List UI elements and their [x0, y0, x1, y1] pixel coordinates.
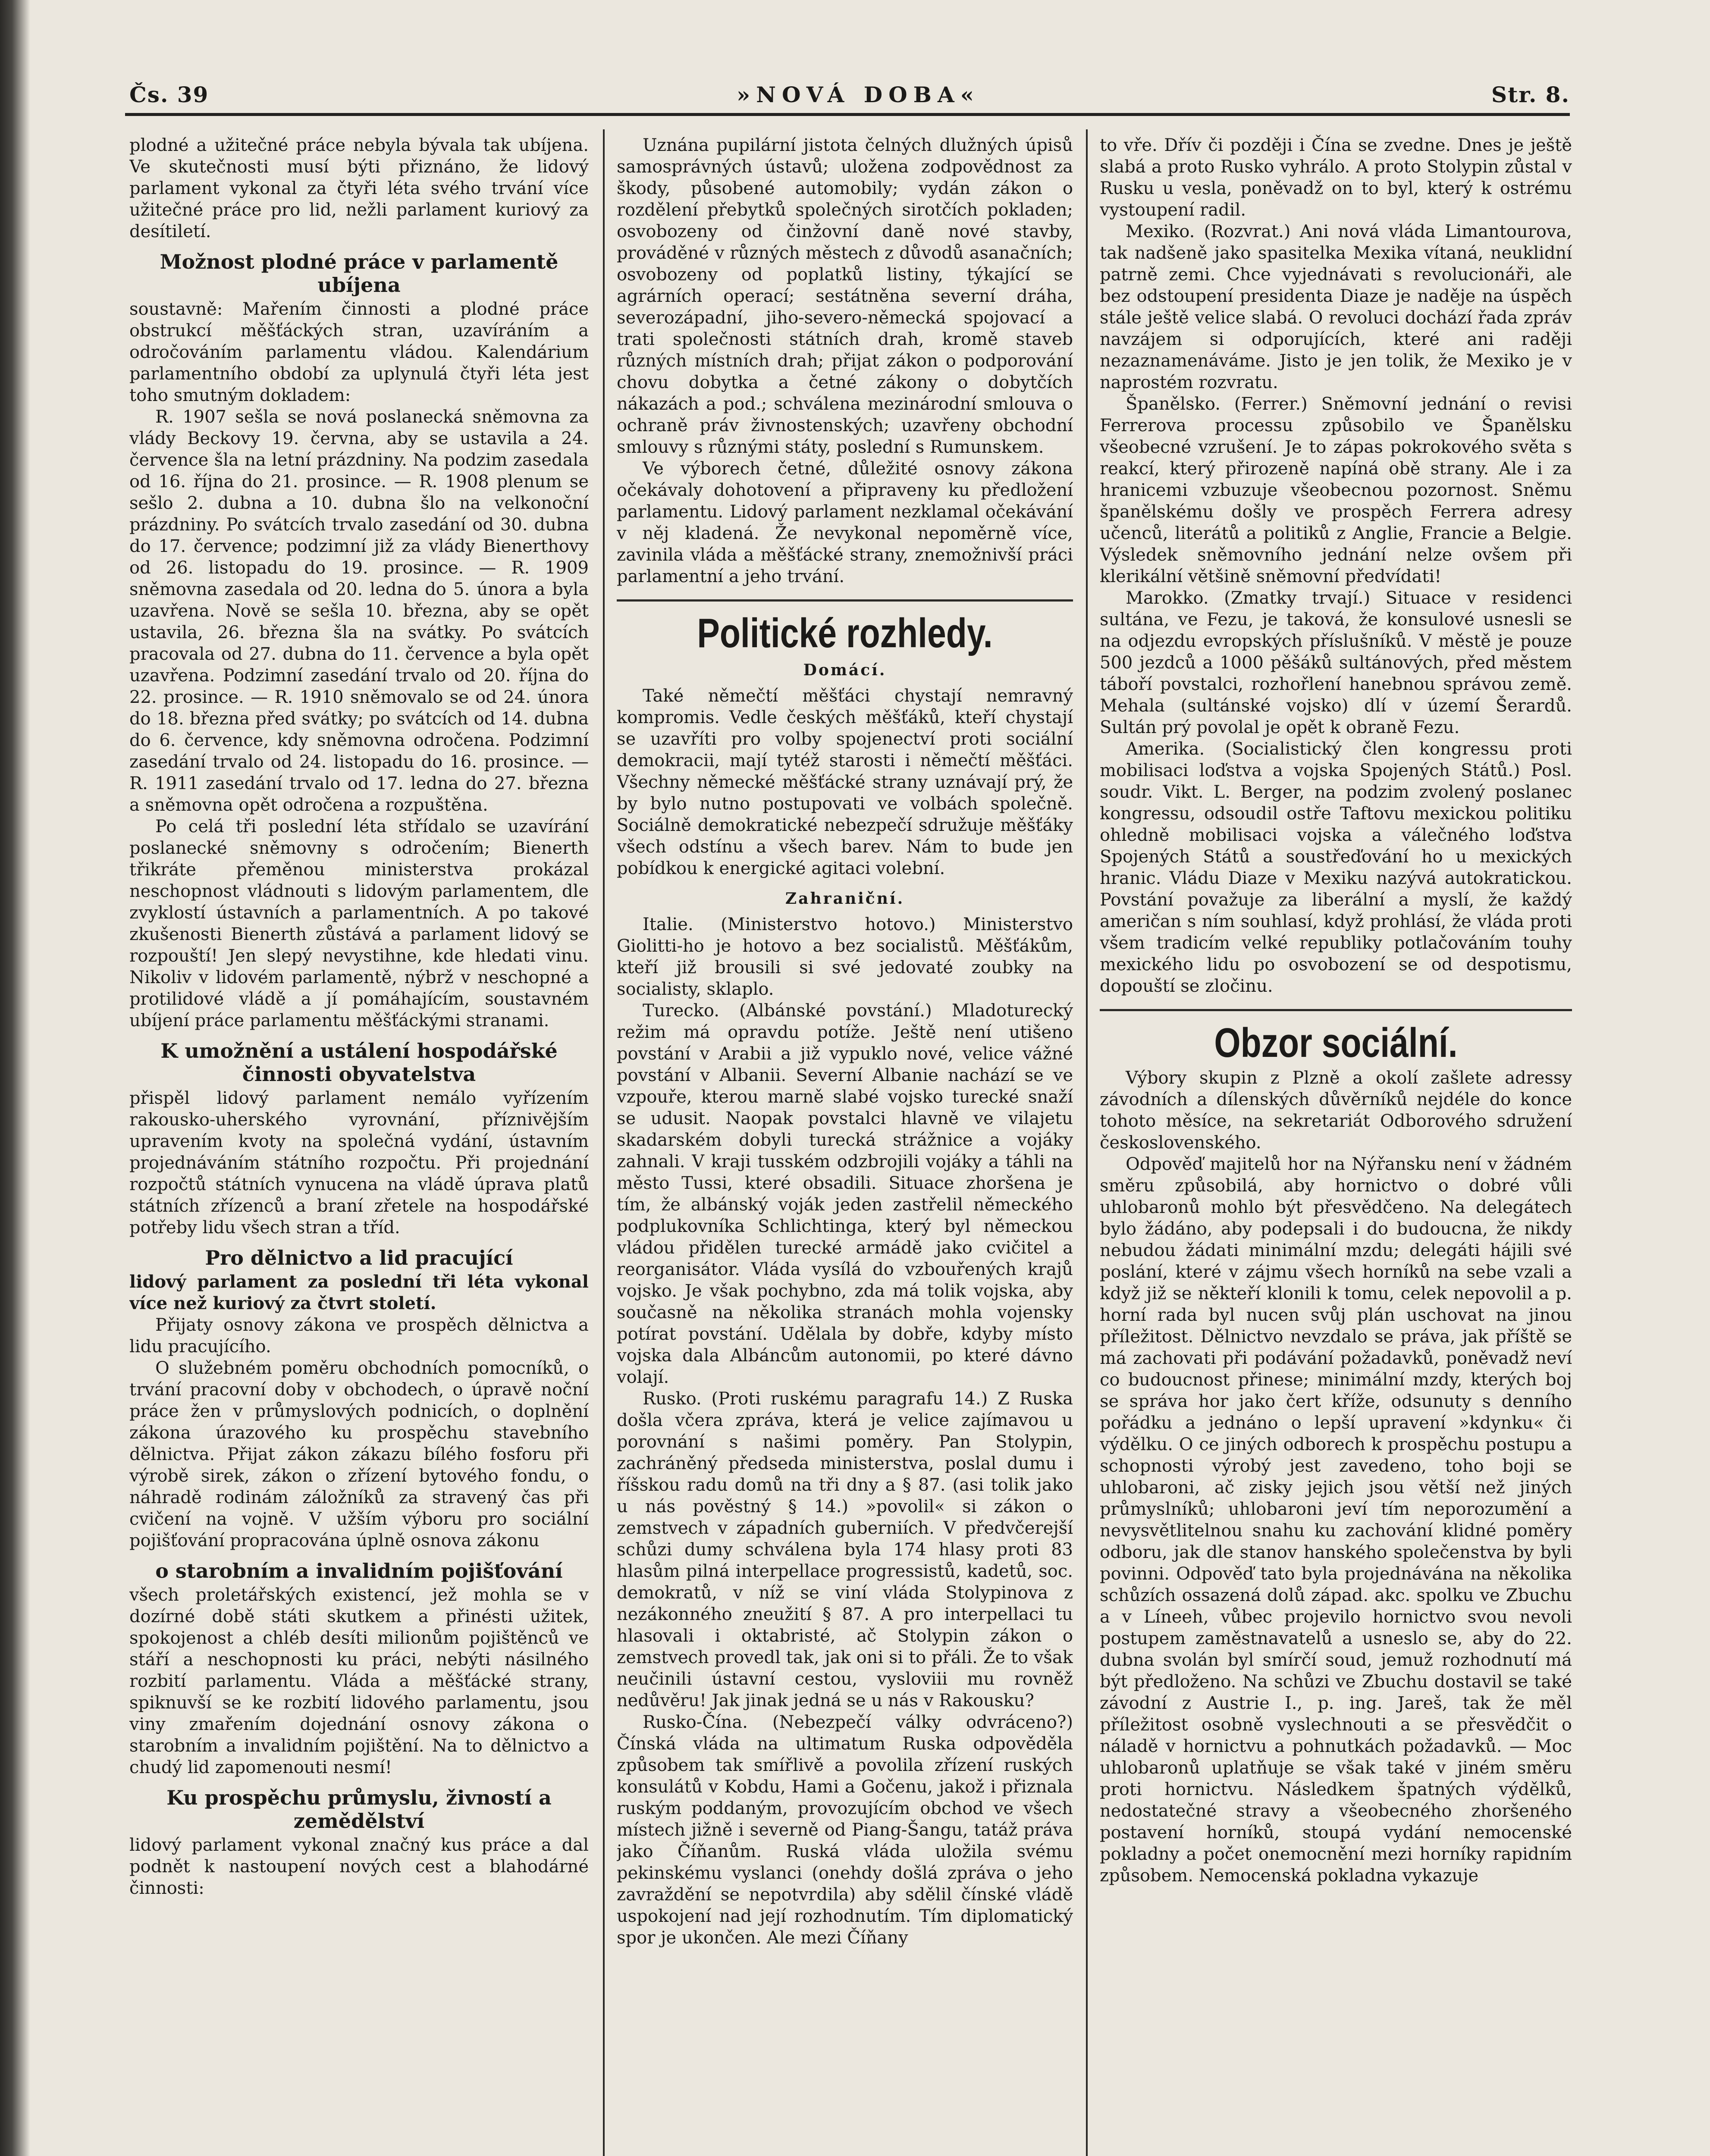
paragraph: Uznána pupilární jistota čelných dlužných úpisů samosprávných ústavů; uložena zodpovědnost za škody, působené automobily; vydán zákon o rozdělení přebytků společných sirotčích pokladen; osvobozeny od činžovní daně nové stavby, prováděné v různých městech z důvodů asanačních; osvobozeny od poplatků listiny, týkající se agrárních operací; sestátněna severní dráha, severozápadní, jiho-severo-německá spojovací a trati společnosti státních drah, kromě staveb různých místních drah; přijat zákon o podporování chovu dobytka a četné zákony o dobytčích nákazách a pod.; schválena mezinárodní smlouva o ochraně práv živnostenských; uzavřeny obchodní smlouvy s různými státy, poslední s Rumunskem.: [617, 135, 1073, 457]
header-rule: [125, 113, 1570, 116]
section-heading: Ku prospěchu průmyslu, živností a zemědělství: [166, 1786, 552, 1833]
section-rule: [617, 599, 1073, 602]
paragraph: Marokko. (Zmatky trvají.) Situace v residenci sultána, ve Fezu, je taková, že konsulové usnesli se na odjezdu evropských příslušníků. V městě je pouze 500 jezdců a 1000 pěšáků sultánových, před městem táboří povstalci, rozhořlení hanebnou správou země. Mehala (sultánské vojsko) dlí v území Šerardů. Sultán prý povolal je opět k obraně Fezu.: [1100, 588, 1572, 737]
paragraph: R. 1907 sešla se nová poslanecká sněmovna za vlády Beckovy 19. června, aby se ustavila a 24. července šla na letní prázdniny. Na podzim zasedala od 16. října do 21. prosince. — R. 1908 plenum se sešlo 2. dubna a 10. dubna šlo na velkonoční prázdniny. Po svátcích trvalo zasedání od 30. dubna do 17. července; podzimní již za vlády Bienerthovy od 26. listopadu do 19. prosince. — R. 1909 sněmovna zasedala od 20. ledna do 5. února a byla uzavřena. Nově se sešla 10. března, aby se opět ustavila, 26. března šla na svátky. Po svátcích pracovala od 27. dubna do 11. července a byla opět uzavřena. Podzimní zasedání trvalo od 20. října do 22. prosince. — R. 1910 sněmovalo se od 24. února do 18. března před svátky; po svátcích od 14. dubna do 6. července, kdy sněmovna odročena. Podzimní zasedání trvalo od 24. listopadu do 16. prosince. — R. 1911 zasedání trvalo od 17. ledna do 27. března a sněmovna opět odročena a rozpuštěna.: [129, 407, 589, 815]
section-title-political: Politické rozhledy.: [697, 610, 993, 656]
scan-edge-shadow: [0, 0, 30, 2156]
page-number: Str. 8.: [1491, 82, 1570, 107]
paragraph: Rusko-Čína. (Nebezpečí války odvráceno?) Čínská vláda na ultimatum Ruska odpověděla způsobem tak smířlivě a povolila zřízení ruských konsulátů v Kobdu, Hami a Gočenu, jakož i přiznala ruským poddaným, provozujícím obchod ve všech místech jižně i severně od Piang-Šangu, tatáž práva jako Číňanům. Ruská vláda uložila svému pekinskému vyslanci (onehdy došlá zpráva o jeho zavraždění se nepotvrdila) aby sdělil čínské vládě uspokojení nad její rozhodnutím. Tím diplomatický spor je ukončen. Ale mezi Číňany: [617, 1712, 1073, 1948]
paragraph: lidový parlament vykonal značný kus práce a dal podnět k nastoupení nových cest a blahodárné činnosti:: [129, 1835, 589, 1898]
section-rule: [1100, 1009, 1572, 1011]
paragraph-bold: lidový parlament za poslední tři léta vykonal více než kuriový za čtvrt století.: [129, 1272, 589, 1313]
paragraph: Ve výborech četné, důležité osnovy zákona očekávaly dohotovení a připraveny ku předložení parlamentu. Lidový parlament nezklamal očekávání v něj kladená. Že nevykonal nepoměrně více, zavinila vláda a měšťácké strany, znemožnivší práci parlamentní a jeho trvání.: [617, 459, 1073, 586]
issue-number: Čs. 39: [129, 82, 209, 107]
subsection-domestic: Domácí.: [803, 661, 887, 679]
paragraph: Italie. (Ministerstvo hotovo.) Ministerstvo Giolitti-ho je hotovo a bez socialistů. Měšťákům, kteří již brousili si své jedovaté zoubky na socialisty, sklaplo.: [617, 915, 1073, 999]
paragraph: Amerika. (Socialistický člen kongressu proti mobilisaci loďstva a vojska Spojených Států.) Posl. soudr. Vikt. L. Berger, na podzim zvolený poslanec kongressu, odsoudil ostře Taftovu mexickou politiku ohledně mobilisaci vojska a válečného loďstva Spojených Států a soustřeďování ho u mexických hranic. Vládu Diaze v Mexiku nazývá autokratickou. Povstání považuje za liberální a myslí, že každý američan s ním souhlasí, když prohlásí, že vláda proti všem tradicím velké republiky potlačováním touhy mexického lidu po osvobození se od despotismu, dopouští se zločinu.: [1100, 739, 1572, 996]
column-divider-2: [1086, 129, 1088, 2156]
paragraph: všech proletářských existencí, jež mohla se v dozírné době státi skutkem a přinésti užitek, spokojenost a chléb desíti milionům pojištěnců ve stáří a neschopnosti ku práci, nebýti násilného rozbití parlamentu. Vláda a měšťácké strany, spiknuvší se ke rozbití lidového parlamentu, jsou viny zmařením dojednání osnovy zákona o starobním a invalidním pojištění. Na to dělnictvo a chudý lid zapomenouti nesmí!: [129, 1585, 589, 1777]
section-heading: o starobním a invalidním pojišťování: [155, 1559, 563, 1583]
section-heading: Možnost plodné práce v parlamentě ubíjena: [160, 250, 558, 297]
column-3: [1100, 135, 1572, 2156]
subsection-foreign: Zahraniční.: [785, 890, 905, 908]
paragraph: to vře. Dřív či později i Čína se zvedne. Dnes je ještě slabá a proto Rusko vyhrálo. A proto Stolypin zůstal v Rusku u vesla, poněvadž on to byl, který k ostrému vystoupení radil.: [1100, 135, 1572, 220]
masthead-title: »NOVÁ DOBA«: [737, 82, 980, 107]
section-heading: Pro dělnictvo a lid pracující: [205, 1246, 513, 1269]
paragraph: Přijaty osnovy zákona ve prospěch dělnictva a lidu pracujícího.: [129, 1315, 589, 1357]
paragraph: O služebném poměru obchodních pomocníků, o trvání pracovní doby v obchodech, o úpravě noční práce žen v průmyslových podnicích, o doplnění zákona úrazového ku prospěchu stavebního dělnictva. Přijat zákon zákazu bílého fosforu při výrobě sirek, zákon o zřízení bytového fondu, o náhradě rodinám záložníků za stravený čas při cvičení na vojně. V užším výboru pro sociální pojišťování propracována úplně osnova zákonu: [129, 1358, 589, 1551]
column-1: [129, 135, 589, 2156]
paragraph: přispěl lidový parlament nemálo vyřízením rakousko-uherského vyrovnání, příznivějším upravením kvoty na společná vydání, ústavním projednáváním státního rozpočtu. Při projednání rozpočtů státních vynucena na vládě úprava platů státních zřízenců a braní zřetele na hospodářské potřeby lidu všech stran a tříd.: [129, 1088, 589, 1238]
paragraph: Turecko. (Albánské povstání.) Mladoturecký režim má opravdu potíže. Ještě není utišeno povstání v Arabii a již vypuklo nové, velice vážné povstání v Albanii. Severní Albanie nachází se ve vzpouře, kterou marně slabé vojsko turecké snaží se udusit. Naopak povstalci hlavně ve vilajetu skadarském dobyli turecká strážnice a vojáky zahnali. V kraji tusském odzbrojili vojáky a táhli na město Tussi, které obsadili. Situace zhoršena je tím, že albánský voják jeden zastřelil německého podplukovníka Schlichtinga, který byl německou vládou přidělen turecké armádě jako cvičitel a reorganisátor. Vláda vysílá do vzbouřených krajů vojsko. Je však pochybno, zda má tolik vojska, aby současně na několika stranách mohla vojensky potírat povstání. Udělala by dobře, kdyby místo vojska dala Albáncům autonomii, po které dávno volají.: [617, 1001, 1073, 1387]
paragraph: soustavně: Mařením činnosti a plodné práce obstrukcí měšťáckých stran, uzavíráním a odročováním parlamentu vládou. Kalendárium parlamentního období za uplynulá čtyři léta jest toho smutným dokladem:: [129, 299, 589, 405]
section-heading: K umožnění a ustálení hospodářské činnosti obyvatelstva: [160, 1039, 558, 1086]
column-2: [617, 135, 1073, 2156]
paragraph: Rusko. (Proti ruskému paragrafu 14.) Z Ruska došla včera zpráva, která je velice zajímavou u porovnání s našimi poměry. Pan Stolypin, zachráněný předseda ministerstva, poslal dumu i říšskou radu domů na tři dny a § 87. (asi tolik jako u nás pověstný § 14.) »povolil« si zákon o zemstvech v západních guberniích. V předvčerejší schůzi dumy schválena byla 174 hlasy proti 83 hlasům pilná interpellace progressistů, kadetů, soc. demokratů, v níž se viní vláda Stolypinova z nezákonného zneužití § 87. A pro interpellaci tu hlasovali i oktabristé, ač Stolypin zákon o zemstvech provedl tak, jak oni si to přáli. Že to však neučinili ústavní cestou, vysloviii mu rovněž nedůvěru! Jak jinak jedná se u nás v Rakousku?: [617, 1389, 1073, 1711]
paragraph: Odpověď majitelů hor na Nýřansku není v žádném směru způsobilá, aby hornictvo o dobré vůli uhlobaronů mohlo být přesvědčeno. Na delegátech bylo žádáno, aby podepsali i do budoucna, že nikdy nebudou žádati minimální mzdu; delegáti hájili své poslání, které v zájmu všech horníků na sebe vzali a když již se někteří klonili k tomu, celek nepovolil a p. horní rada byl nucen svůj plán uschovat na jinou příležitost. Dělnictvo nevzdalo se práva, jak příště se má zachovati při podávání požadavků, poněvadž neví co budoucnost přinese; minimální mzdy, kterých boj se správa hor jako čert kříže, odsunuty s denního pořádku a jednáno o lepší upravení »kdynku« či výdělku. O ce jiných odborech k prospěchu postupu a schopnosti výrobý jest zavedeno, toho boji se uhlobaroni, ač zisky jejich jsou větší než jiných průmyslníků; uhlobaroni jeví tím neporozumění a nevysvětlitelnou snahu ku zachování klidné poměry odboru, jak dle stanov hanského společenstva by byli povinni. Odpověď tato byla projednávána na několika schůzích ossazená dolů západ. akc. spolku ve Zbuchu a v Líneeh, vůbec projevilo hornictvo svou nevoli postupem zaměstnavatelů a usneslo se, aby do 22. dubna svolán byl smírčí soud, jemuž rozhodnutí má být předloženo. Na schůzi ve Zbuchu dostavil se také závodní z Austrie I., p. ing. Jareš, tak že měl příležitost osobně vyslechnouti a se přesvědčit o náladě v hornictvu a pohnutkách požadavků. — Moc uhlobaronů uplatňuje se však také v jiném směru proti hornictvu. Následkem špatných výdělků, nedostatečné stravy a všeobecného zhoršeného postavení horníků, stoupá vydání nemocenské pokladny a počet onemocnění mezi horníky rapidním způsobem. Nemocenská pokladna vykazuje: [1100, 1154, 1572, 1886]
column-divider-1: [603, 129, 605, 2156]
paragraph: Výbory skupin z Plzně a okolí zašlete adressy závodních a dílenských důvěrníků nejdéle do konce tohoto měsíce, na sekretariát Odborového sdružení československého.: [1100, 1068, 1572, 1153]
paragraph: Po celá tři poslední léta střídalo se uzavírání poslanecké sněmovny s odročením; Bienerth třikráte přeměnou ministerstva prokázal neschopnost vládnouti s lidovým parlamentem, dle zvyklostí ústavních a parlamentních. A po takové zkušenosti Bienerth zůstává a parlament lidový se rozpouští! Jen slepý nevystihne, kde hledati vinu. Nikoliv v lidovém parlamentě, nýbrž v neschopné a protilidové vládě a jí pomáhajícím, soustavném ubíjení práce parlamentu měšťáckými stranami.: [129, 817, 589, 1031]
section-title-social: Obzor sociální.: [1214, 1020, 1458, 1066]
paragraph: plodné a užitečné práce nebyla bývala tak ubíjena. Ve skutečnosti musí býti přiznáno, že lidový parlament vykonal za čtyři léta svého trvání více užitečné práce pro lid, nežli parlament kuriový za desítiletí.: [129, 135, 589, 241]
page-header: [129, 82, 1570, 112]
paragraph: Mexiko. (Rozvrat.) Ani nová vláda Limantourova, tak nadšeně jako spasitelka Mexika vítaná, neuklidní patrně zemi. Chce vyjednávati s revolucionáři, ale bez odstoupení presidenta Diaze je naděje na úspěch stále ještě velice slabá. O revoluci dochází řada zpráv navzájem si odporujících, které ani raději nezaznamenáváme. Jisto je jen tolik, že Mexiko je v naprostém rozvratu.: [1100, 222, 1572, 392]
paragraph: Španělsko. (Ferrer.) Sněmovní jednání o revisi Ferrerova processu způsobilo ve Španělsku všeobecné vzrušení. Je to zápas pokrokového světa s reakcí, který přirozeně napíná obě strany. Ale i za hranicemi vzbuzuje všeobecnou pozornost. Sněmu španělskému došly ve prospěch Ferrera adresy učenců, literátů a politiků z Anglie, Francie a Belgie. Výsledek sněmovního jednání nelze ovšem při klerikální většině sněmovní předvídati!: [1100, 394, 1572, 586]
paragraph: Také němečtí měšťáci chystají nemravný kompromis. Vedle českých měšťáků, kteří chystají se uzavříti pro volby spojenectví proti sociální demokracii, mají tytéž starosti i němečtí měšťáci. Všechny německé měšťácké strany uznávají prý, že by bylo nutno postupovati ve volbách společně. Sociálně demokratické nebezpečí sdružuje měšťáky všech odstínu a všech barev. Nám to bude jen pobídkou k energické agitaci volební.: [617, 686, 1073, 878]
